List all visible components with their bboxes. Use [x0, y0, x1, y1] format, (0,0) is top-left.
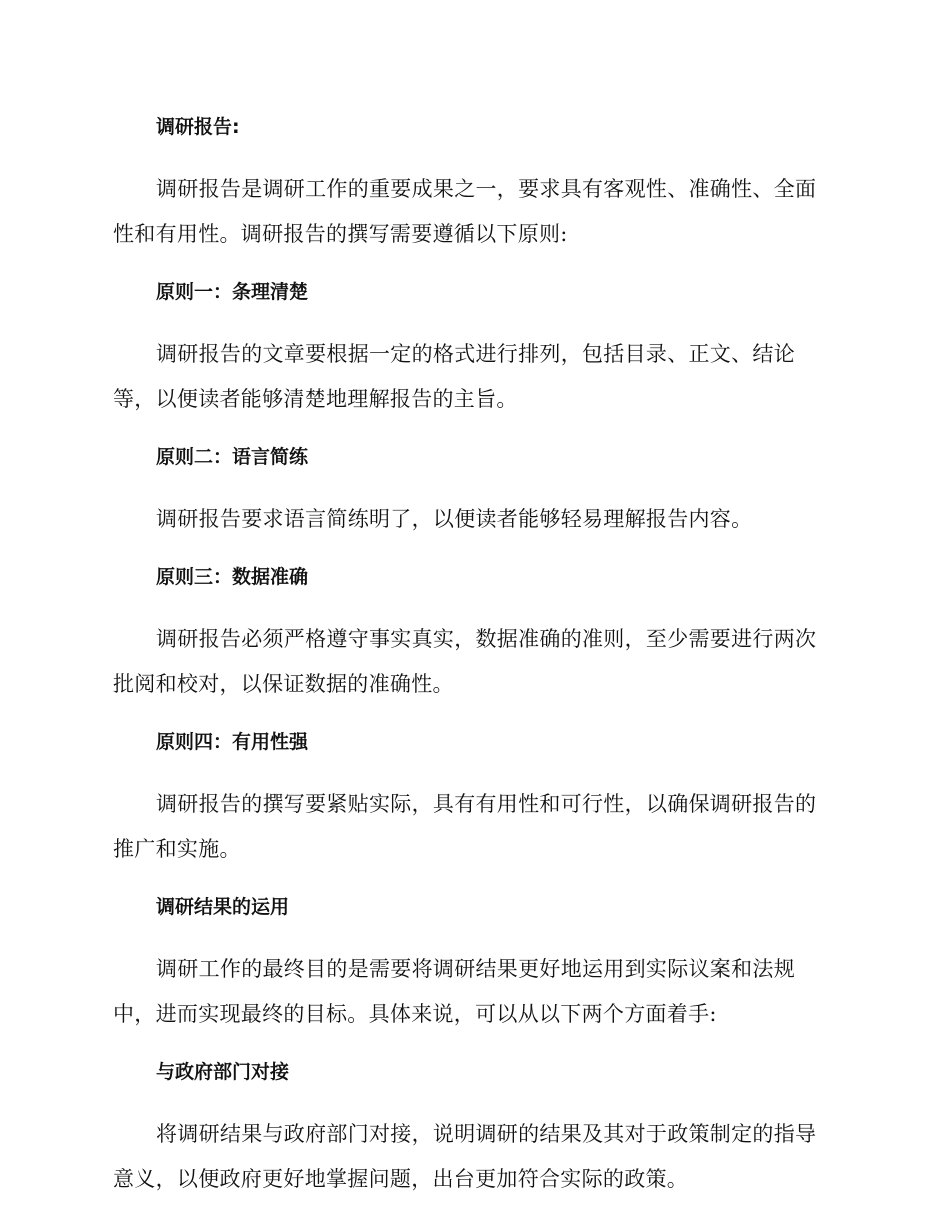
section-heading: 原则三：数据准确	[156, 566, 309, 588]
section-paragraph: 将调研结果与政府部门对接，说明调研的结果及其对于政策制定的指导意义，以便政府更好地掌握问题，出台更加符合实际的政策。	[113, 1122, 817, 1191]
section-heading: 原则四：有用性强	[156, 731, 309, 753]
section-paragraph: 调研报告的文章要根据一定的格式进行排列，包括目录、正文、结论等，以便读者能够清楚地理解报告的主旨。	[113, 342, 795, 411]
section-paragraph: 调研工作的最终目的是需要将调研结果更好地运用到实际议案和法规中，进而实现最终的目标。具体来说，可以从以下两个方面着手:	[113, 957, 795, 1026]
section-heading: 原则一：条理清楚	[156, 281, 309, 303]
section-paragraph: 调研报告必须严格遵守事实真实，数据准确的准则，至少需要进行两次批阅和校对，以保证数据的准确性。	[113, 627, 817, 696]
section-heading: 与政府部门对接	[156, 1061, 290, 1083]
section-paragraph: 调研报告的撰写要紧贴实际，具有有用性和可行性，以确保调研报告的推广和实施。	[113, 792, 817, 861]
section-heading: 原则二：语言简练	[156, 446, 309, 468]
section-heading: 调研报告:	[156, 116, 240, 138]
document-page	[113, 0, 833, 1202]
section-paragraph: 调研报告是调研工作的重要成果之一，要求具有客观性、准确性、全面性和有用性。调研报告的撰写需要遵循以下原则:	[113, 177, 817, 246]
section-paragraph: 调研报告要求语言简练明了，以便读者能够轻易理解报告内容。	[156, 507, 753, 531]
section-heading: 调研结果的运用	[156, 896, 290, 918]
